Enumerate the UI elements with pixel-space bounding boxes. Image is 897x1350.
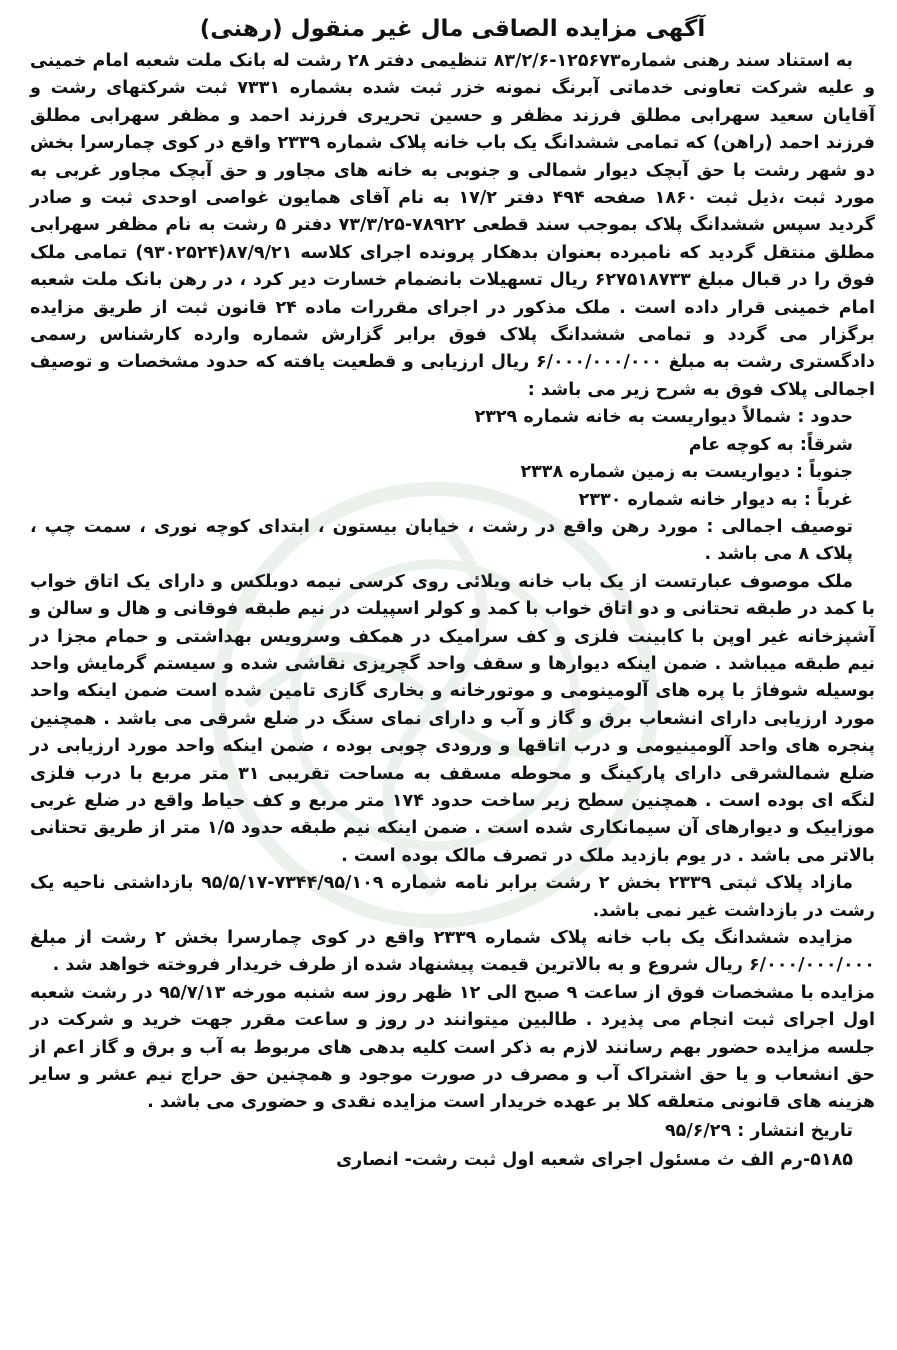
auction-start-paragraph: مزایده ششدانگ یک باب خانه پلاک شماره ۲۳۳۹ واقع در کوی چمارسرا بخش ۲ رشت از مبلغ ۶/۰۰۰/۰۰۰/۰۰۰ ریال شروع و به بالاترین قیمت پیشنهاد شده از طرف خریدار فروخته خواهد شد . [30, 928, 875, 976]
boundary-west: غرباً : به دیوار خانه شماره ۲۳۳۰ [578, 489, 853, 510]
boundary-south: جنوباً : دیواریست به زمین شماره ۲۳۳۸ [520, 462, 853, 483]
intro-paragraph: به استناد سند رهنی شماره۱۲۵۶۷۳-۸۳/۲/۶ تنظیمی دفتر ۲۸ رشت له بانک ملت شعبه امام خمینی و علیه شرکت تعاونی خدماتی آبرنگ نمونه خزر ثبت شده بشماره ۷۳۳۱ ثبت شرکتهای رشت و آقایان سعید سهرابی مطلق فرزند مظفر و حسین تحریری فرزند احمد و مظفر سهرابی مطلق فرزند احمد (راهن) که تمامی ششدانگ یک باب خانه پلاک شماره ۲۳۳۹ واقع در کوی چمارسرا بخش دو شهر رشت با حق آبچک دیوار شمالی و جنوبی به خانه های مجاور و حق آبچک مجاور غربی به مورد ثبت ،ذیل ثبت ۱۸۶۰ صفحه ۴۹۴ دفتر ۱۷/۲ به نام آقای همایون غواصی اوحدی ثبت و صادر گردید سپس ششدانگ پلاک بموجب سند قطعی ۷۸۹۲۲-۷۳/۳/۲۵ دفتر ۵ رشت به نام مظفر سهرابی مطلق منتقل گردید که نامبرده بعنوان بدهکار پرونده اجرای کلاسه ۸۷/۹/۲۱(۹۳۰۲۵۲۴) تمامی ملک فوق را در قبال مبلغ ۶۲۷۵۱۸۷۳۳ ریال تسهیلات بانضمام خسارت دیر کرد ، در رهن بانک ملت شعبه امام خمینی قرار داده است . ملک مذکور در اجرای مقررات ماده ۲۴ قانون ثبت از طریق مزایده برگزار می گردد و تمامی ششدانگ پلاک فوق برابر گزارش شماره وارده کارشناس رسمی دادگستری رشت به مبلغ ۶/۰۰۰/۰۰۰/۰۰۰ ریال ارزیابی و قطعیت یافته که حدود مشخصات و توصیف اجمالی پلاک فوق به شرح زیر می باشد : [30, 51, 875, 400]
boundary-east: شرقاً: به کوچه عام [688, 434, 853, 455]
surplus-paragraph: مازاد پلاک ثبتی ۲۳۳۹ بخش ۲ رشت برابر نامه شماره ۷۳۴۴/۹۵/۱۰۹-۹۵/۵/۱۷ بازداشتی ناحیه یک رشت در بازداشت غیر نمی باشد. [30, 873, 875, 921]
auction-details-paragraph: مزایده با مشخصات فوق از ساعت ۹ صبح الی ۱۲ ظهر روز سه شنبه مورخه ۹۵/۷/۱۳ در رشت شعبه اول اجرای ثبت انجام می پذیرد . طالبین میتوانند در روز و ساعت مقرر جهت خرید و شرکت در جلسه مزایده حضور بهم رسانند لازم به ذکر است کلیه بدهی های مربوط به آب و برق و گاز اعم از حق انشعاب و یا حق اشتراک آب و مصرف در صورت موجود و همچنین حق حراج نیم عشر و سایر هزینه های قانونی متعلقه کلا بر عهده خریدار است مزایده نقدی و حضوری می باشد . [30, 982, 875, 1113]
boundary-north: حدود : شمالاً دیواریست به خانه شماره ۲۳۲۹ [474, 407, 853, 428]
notice-title: آگهی مزایده الصاقی مال غیر منقول (رهنی) [199, 16, 706, 42]
summary-description: توصیف اجمالی : مورد رهن واقع در رشت ، خیابان بیستون ، ابتدای کوچه نوری ، سمت چپ ، پلاک ۸ می باشد . [30, 516, 853, 565]
boundaries-list [30, 404, 875, 568]
signature-line: ۵۱۸۵-رم الف ث مسئول اجرای شعبه اول ثبت رشت- انصاری [336, 1149, 853, 1170]
publish-date: تاریخ انتشار : ۹۵/۶/۲۹ [664, 1120, 853, 1141]
property-description: ملک موصوف عبارتست از یک باب خانه ویلائی روی کرسی نیمه دوبلکس و دارای یک اتاق خواب با کمد در طبقه تحتانی و دو اتاق خواب با کمد و کولر اسپیلت در نیم طبقه فوقانی و هال و سالن و آشپزخانه غیر اوپن با کابینت فلزی و کف سرامیک در همکف وسرویس بهداشتی و حمام مجزا در نیم طبقه میباشد . ضمن اینکه دیوارها و سقف واحد گچریزی نقاشی شده و سیستم گرمایش واحد بوسیله شوفاژ با پره های آلومینومی و موتورخانه و بخاری گازی تامین شده است ضمن اینکه واحد مورد ارزیابی دارای انشعاب برق و گاز و آب و دارای نمای سنگ در ضلع شرقی می باشد . همچنین پنجره های واحد آلومینیومی و درب اتاقها و ورودی چوبی بوده ، ضمن اینکه واحد مورد ارزیابی در ضلع شمالشرقی دارای پارکینگ و محوطه مسقف به مساحت تقریبی ۳۱ متر مربع با درب فلزی لنگه ای بوده است . همچنین سطح زیر ساخت حدود ۱۷۴ متر مربع و کف حیاط واقع در ضلع غربی موزاییک و دیوارهای آن سیمانکاری شده است . ضمن اینکه نیم طبقه حدود ۱/۵ متر از طریق تحتانی بالاتر می باشد . در یوم بازدید ملک در تصرف مالک بوده است . [30, 571, 876, 866]
